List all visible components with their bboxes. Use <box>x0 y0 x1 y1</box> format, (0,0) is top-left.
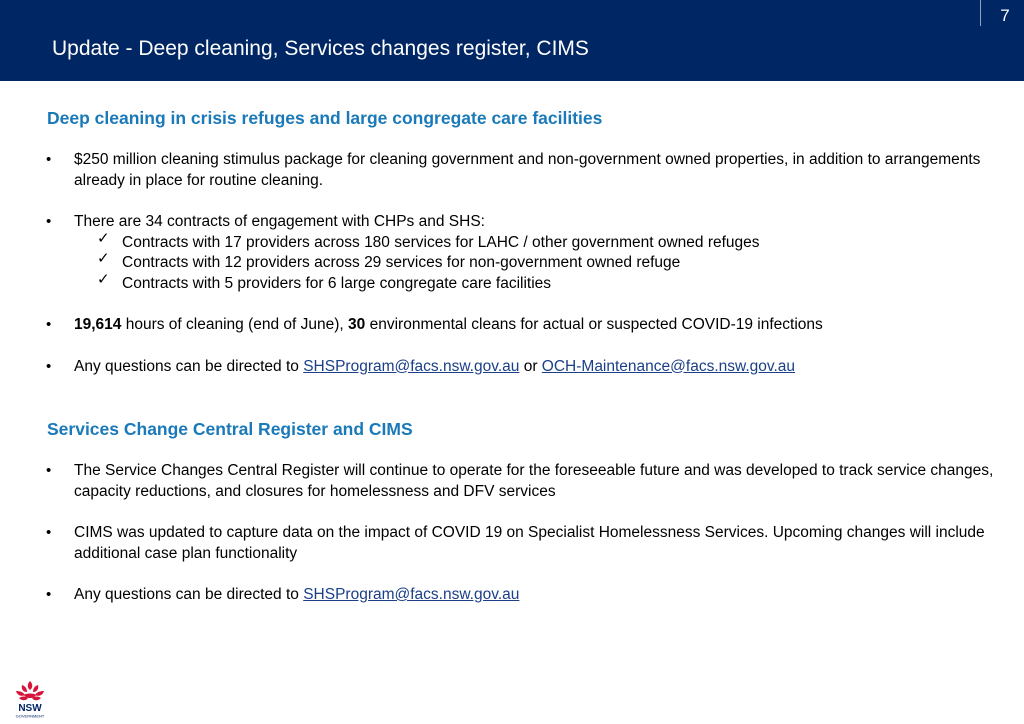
bullet-marker: • <box>46 357 52 375</box>
bullet-item-questions-2 <box>47 585 1007 606</box>
page-title: Update - Deep cleaning, Services changes register, CIMS <box>52 37 589 60</box>
bullet-marker: • <box>46 213 52 230</box>
bullet-text: The Service Changes Central Register will continue to operate for the foreseeable future and was developed to track service changes, capacity reductions, and closures for homelessness and DFV services <box>74 462 994 500</box>
bullet-marker: • <box>46 586 52 603</box>
page-number: 7 <box>1000 6 1010 25</box>
bullet-text: There are 34 contracts of engagement with CHPs and SHS: <box>74 213 485 230</box>
deep-cleaning-list <box>47 150 1007 377</box>
hours-text: hours of cleaning (end of June), <box>121 316 349 333</box>
bullet-item-central-register <box>47 461 1007 502</box>
bullet-item-cims <box>47 523 1007 564</box>
questions-prefix: Any questions can be directed to <box>74 357 304 375</box>
bullet-text: CIMS was updated to capture data on the impact of COVID 19 on Specialist Homelessness Services. Upcoming changes will include additional case plan functionality <box>74 524 985 562</box>
section-heading-deep-cleaning: Deep cleaning in crisis refuges and large congregate care facilities <box>47 108 603 128</box>
shsprogram-email-link[interactable]: SHSProgram@facs.nsw.gov.au <box>303 357 520 375</box>
questions-connector: or <box>519 357 542 375</box>
sub-item-text: Contracts with 12 providers across 29 services for non-government owned refuge <box>122 254 681 271</box>
bullet-marker: • <box>46 316 52 333</box>
services-register-list <box>47 461 1007 606</box>
bullet-item-hours <box>47 315 1007 336</box>
header-banner <box>0 0 1024 81</box>
bullet-marker: • <box>46 151 52 168</box>
hours-value: 19,614 <box>74 316 122 333</box>
cleans-text: environmental cleans for actual or suspected COVID-19 infections <box>365 316 823 333</box>
sub-item-text: Contracts with 5 providers for 6 large congregate care facilities <box>122 274 552 292</box>
och-maintenance-email-link[interactable]: OCH-Maintenance@facs.nsw.gov.au <box>541 357 796 375</box>
nsw-government-logo <box>12 679 48 719</box>
sub-item-congregate-care <box>47 270 1007 295</box>
page-number-divider <box>980 0 981 26</box>
waratah-icon <box>16 681 44 700</box>
sub-item-non-government <box>47 250 1007 274</box>
checkmark-icon: ✓ <box>97 229 110 247</box>
bullet-text: $250 million cleaning stimulus package for cleaning government and non-government owned properties, in addition to arrangements already in place for routine cleaning. <box>74 151 981 189</box>
sub-item-text: Contracts with 17 providers across 180 services for LAHC / other government owned refuges <box>122 233 760 251</box>
contracts-sublist <box>47 229 1007 295</box>
checkmark-icon: ✓ <box>97 250 110 267</box>
logo-text: NSW <box>18 703 42 714</box>
cleans-value: 30 <box>348 316 366 333</box>
logo-subtext: GOVERNMENT <box>15 713 45 719</box>
section-heading-services-register: Services Change Central Register and CIMS <box>47 419 413 439</box>
shsprogram-email-link[interactable]: SHSProgram@facs.nsw.gov.au <box>303 586 520 603</box>
sub-item-lahc <box>47 229 1007 254</box>
bullet-marker: • <box>46 462 52 479</box>
bullet-item-contracts <box>47 212 1007 233</box>
questions-prefix: Any questions can be directed to <box>74 586 304 603</box>
bullet-item-stimulus <box>47 150 1007 191</box>
checkmark-icon: ✓ <box>97 270 110 288</box>
bullet-item-questions <box>47 357 1007 378</box>
slide-content <box>47 106 1007 606</box>
bullet-marker: • <box>46 524 52 541</box>
